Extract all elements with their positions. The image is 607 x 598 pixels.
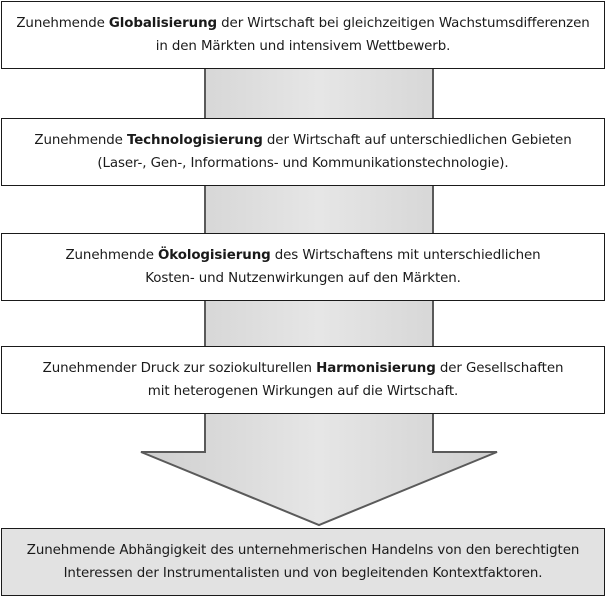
box-globalisierung-line2: in den Märkten und intensivem Wettbewerb. [155,39,451,54]
box-result [1,528,605,596]
box-technologisierung-line1: Zunehmende Technologisierung der Wirtschaft auf unterschiedlichen Gebieten [34,133,572,148]
keyword-oekologisierung: Ökologisierung [158,248,271,263]
box-harmonisierung [1,346,605,414]
keyword-harmonisierung: Harmonisierung [316,361,436,376]
box-oekologisierung-line1: Zunehmende Ökologisierung des Wirtschaftens mit unterschiedlichen [65,248,541,263]
keyword-globalisierung: Globalisierung [108,16,217,31]
box-technologisierung [1,118,605,186]
keyword-technologisierung: Technologisierung [126,133,263,148]
box-result-line2: Interessen der Instrumentalisten und von begleitenden Kontextfaktoren. [63,566,543,581]
box-globalisierung [1,1,605,69]
box-oekologisierung [1,233,605,301]
box-globalisierung-line1: Zunehmende Globalisierung der Wirtschaft bei gleichzeitigen Wachstumsdifferenzen [16,16,590,31]
box-harmonisierung-line2: mit heterogenen Wirkungen auf die Wirtschaft. [147,384,459,399]
box-technologisierung-line2: (Laser-, Gen-, Informations- und Kommunikationstechnologie). [97,156,509,171]
box-oekologisierung-line2: Kosten- und Nutzenwirkungen auf den Märkten. [145,271,461,286]
box-harmonisierung-line1: Zunehmender Druck zur soziokulturellen Harmonisierung der Gesellschaften [42,361,564,376]
box-result-line1: Zunehmende Abhängigkeit des unternehmerischen Handelns von den berechtigten [26,543,580,558]
